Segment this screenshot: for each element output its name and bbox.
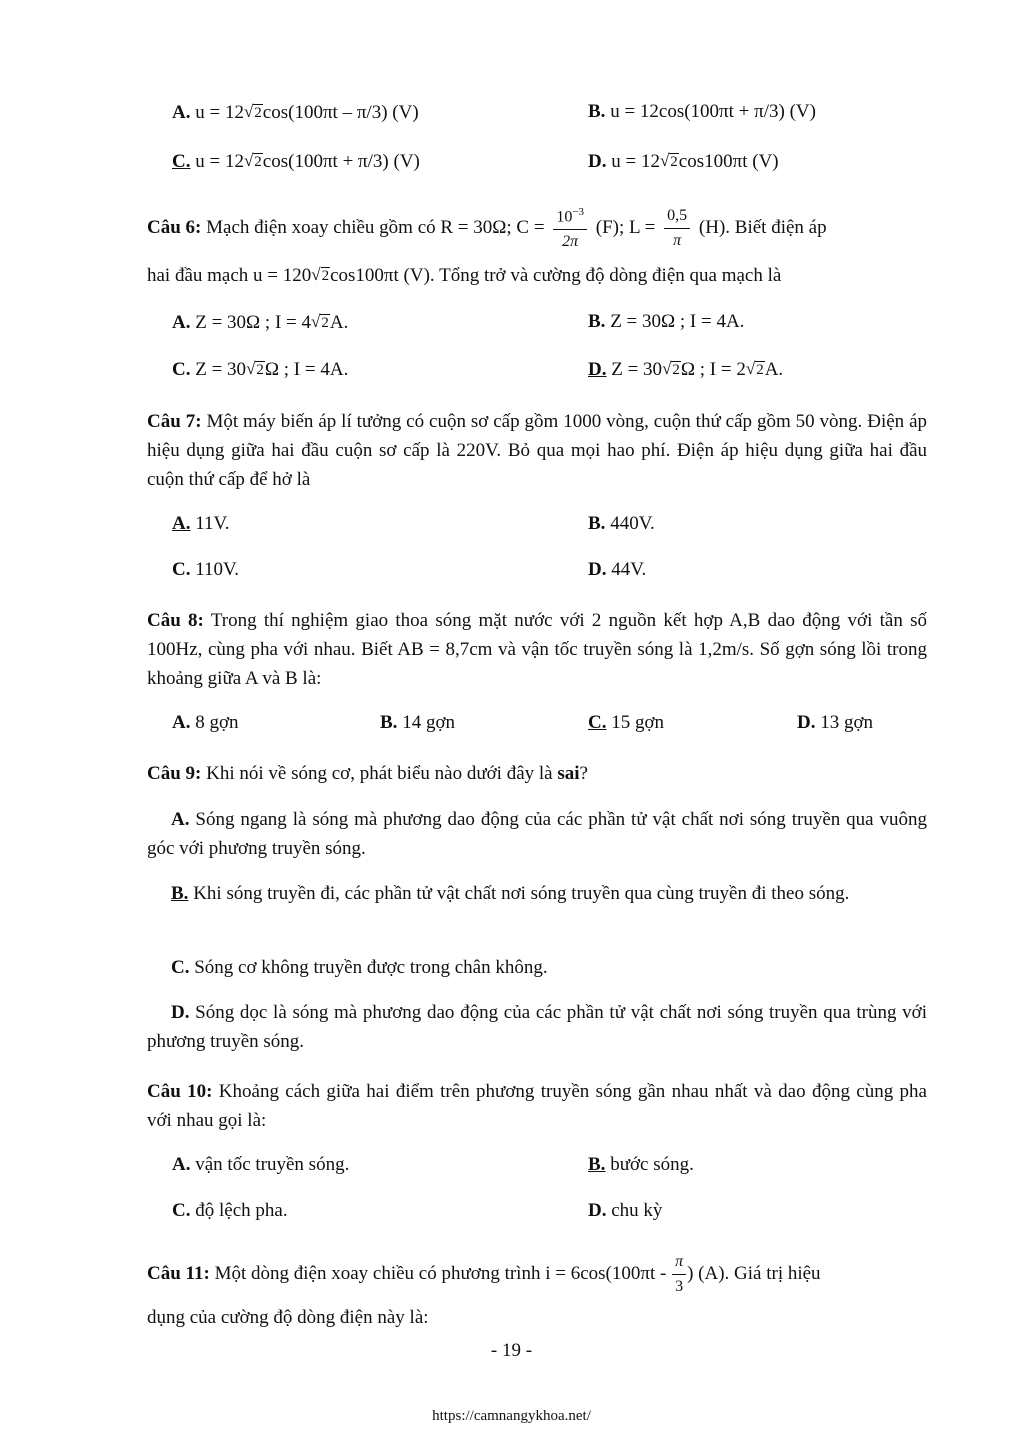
q5-option-a: A. u = 12√2cos(100πt – π/3) (V) — [172, 102, 419, 123]
q11-question-line1: Câu 11: Một dòng điện xoay chiều có phương trình i = 6cos(100πt - $\frac{\pi}{3}$ ) (A). Giá trị hiệu — [147, 1253, 821, 1296]
q7-option-c: C. 110V. — [172, 559, 240, 580]
q6-question-line1: Câu 6: Mạch điện xoay chiều gồm có R = 30Ω; C = $\frac{10^{-3}}{2\pi}$ (F); L = $\frac{0,5}{\pi}$ (H). Biết điện áp — [147, 205, 827, 251]
q5-option-c: C. u = 12√2cos(100πt + π/3) (V) — [172, 151, 420, 172]
q10-option-a: A. vận tốc truyền sóng. — [172, 1154, 350, 1175]
q10-option-d: D. chu kỳ — [588, 1200, 663, 1221]
q5-option-d: D. u = 12√2cos100πt (V) — [588, 151, 779, 172]
footer-url[interactable]: https://camnangykhoa.net/ — [432, 1408, 591, 1424]
page-number: - 19 - — [490, 1340, 533, 1361]
sqrt-symbol: √2 — [662, 359, 680, 378]
q9-option-d: D. Sóng dọc là sóng mà phương dao động của các phần tử vật chất nơi sóng truyền qua trùng với phương truyền sóng. — [147, 1002, 927, 1052]
q10-option-c: C. độ lệch pha. — [172, 1200, 288, 1221]
q8-question: Câu 8: Trong thí nghiệm giao thoa sóng mặt nước với 2 nguồn kết hợp A,B dao động với tần số 100Hz, cùng pha với nhau. Biết AB = 8,7cm và vận tốc truyền sóng là 1,2m/s. Số gợn sóng lồi trong khoảng giữa A và B là: — [147, 610, 927, 689]
q10-question: Câu 10: Khoảng cách giữa hai điểm trên phương truyền sóng gần nhau nhất và dao động cùng pha với nhau gọi là: — [147, 1081, 927, 1131]
q9-option-b: B. Khi sóng truyền đi, các phần tử vật chất nơi sóng truyền qua cùng truyền đi theo sóng. — [171, 883, 850, 904]
q8-option-d: D. 13 gợn — [797, 712, 874, 733]
sqrt-symbol: √2 — [243, 102, 262, 121]
sqrt-symbol: √2 — [311, 265, 330, 284]
pi-over-3-fraction: $\frac{\pi}{3}$ — [672, 1254, 686, 1295]
q7-question: Câu 7: Một máy biến áp lí tưởng có cuộn sơ cấp gồm 1000 vòng, cuộn thứ cấp gồm 50 vòng. Điện áp hiệu dụng giữa hai đầu cuộn sơ cấp là 220V. Bỏ qua mọi hao phí. Điện áp hiệu dụng giữa hai đầu cuộn thứ cấp để hở là — [147, 411, 928, 490]
q5-option-b: B. u = 12cos(100πt + π/3) (V) — [588, 101, 816, 122]
q6-option-d: D. Z = 30√2Ω ; I = 2√2A. — [588, 359, 784, 380]
q7-option-b: B. 440V. — [588, 513, 655, 534]
q6-option-c: C. Z = 30√2Ω ; I = 4A. — [172, 359, 349, 380]
q10-option-b: B. bước sóng. — [588, 1154, 694, 1175]
sqrt-symbol: √2 — [659, 151, 678, 170]
q8-option-c: C. 15 gợn — [588, 712, 665, 733]
sqrt-symbol: √2 — [745, 359, 764, 378]
q6-option-a: A. Z = 30Ω ; I = 4√2A. — [172, 312, 349, 333]
q11-question-line2: dụng của cường độ dòng điện này là: — [147, 1307, 429, 1328]
inductance-fraction: $\frac{0,5}{\pi}$ — [664, 208, 690, 249]
sqrt-symbol: √2 — [311, 312, 329, 331]
q7-option-a: A. 11V. — [172, 513, 230, 534]
q8-option-a: A. 8 gợn — [172, 712, 239, 733]
q7-option-d: D. 44V. — [588, 559, 647, 580]
q6-question-line2: hai đầu mạch u = 120√2cos100πt (V). Tổng trở và cường độ dòng điện qua mạch là — [147, 265, 782, 286]
q6-option-b: B. Z = 30Ω ; I = 4A. — [588, 311, 745, 332]
sqrt-symbol: √2 — [246, 359, 264, 378]
capacitance-fraction: $\frac{10^{-3}}{2\pi}$ — [553, 207, 587, 250]
q8-option-b: B. 14 gợn — [380, 712, 455, 733]
sqrt-symbol: √2 — [243, 151, 262, 170]
q9-option-c: C. Sóng cơ không truyền được trong chân không. — [171, 957, 548, 978]
q9-question: Câu 9: Khi nói về sóng cơ, phát biểu nào dưới đây là sai? — [147, 763, 588, 784]
q9-option-a: A. Sóng ngang là sóng mà phương dao động của các phần tử vật chất nơi sóng truyền qua vuông góc với phương truyền sóng. — [147, 809, 927, 859]
